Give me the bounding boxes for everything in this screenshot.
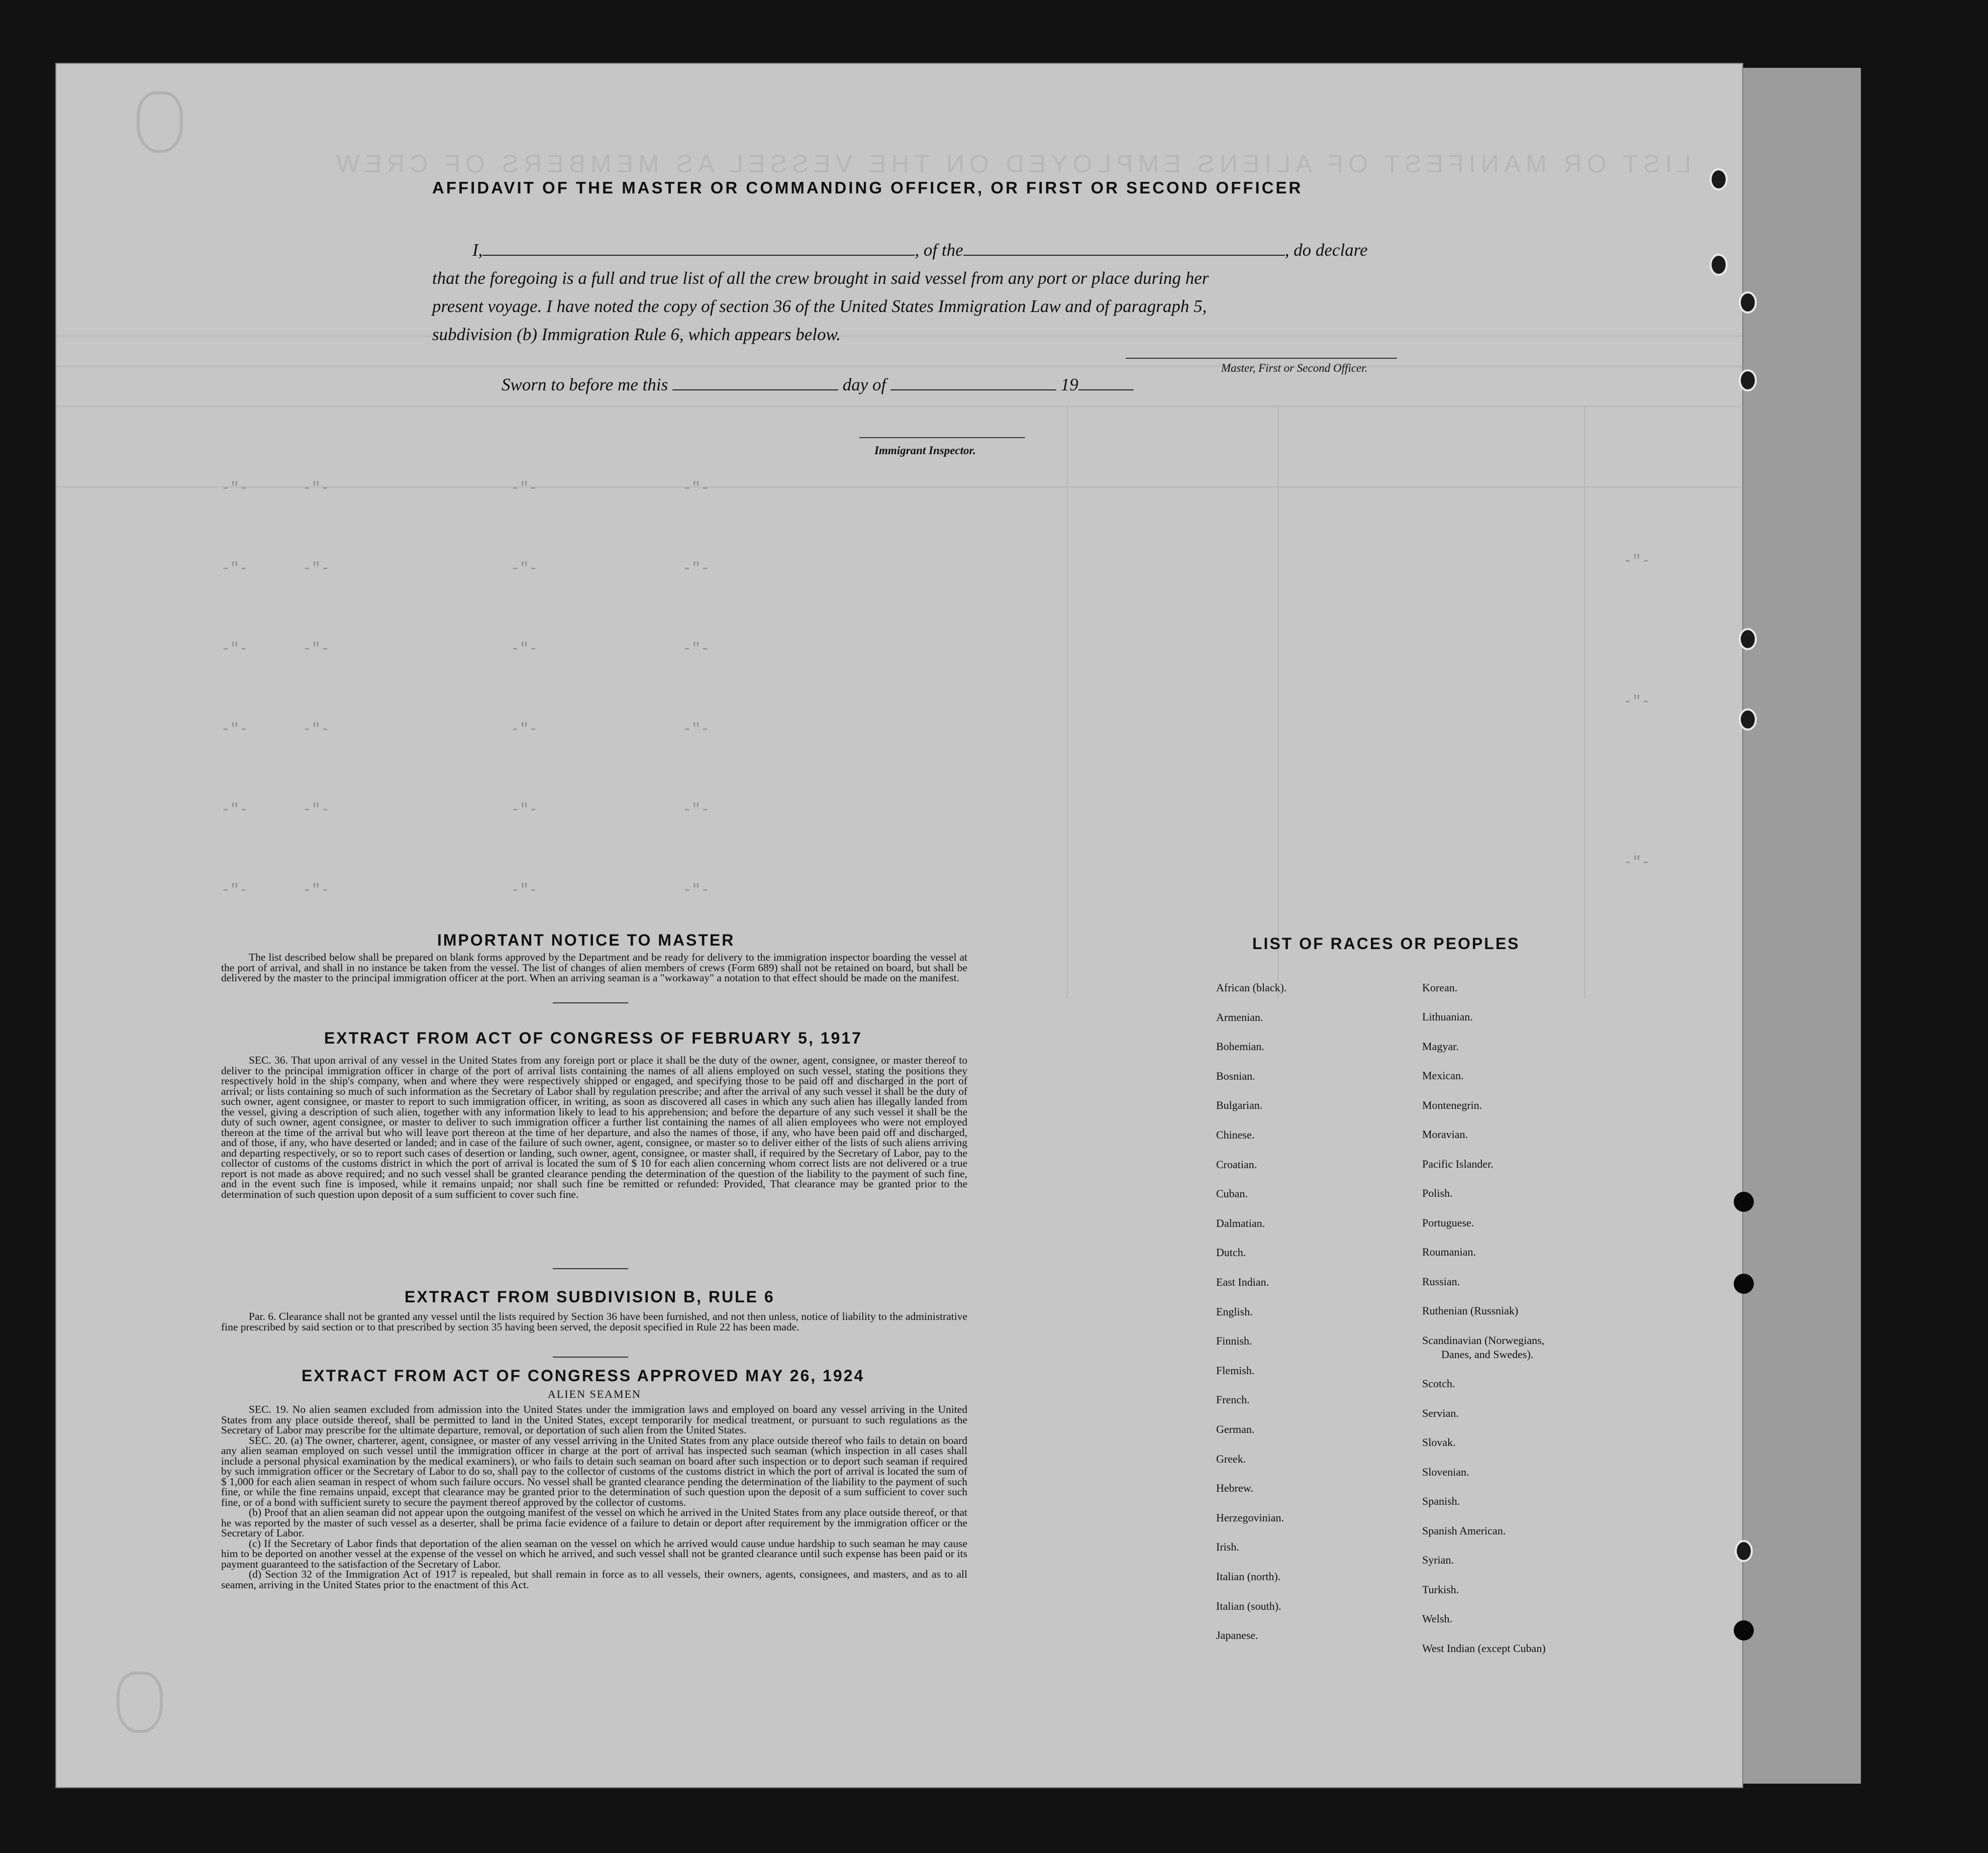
- faint-rule: [56, 365, 1742, 367]
- affidavit-title: AFFIDAVIT OF THE MASTER OR COMMANDING OFFICER, OR FIRST OR SECOND OFFICER: [432, 178, 1303, 197]
- race-item: African (black).: [1216, 981, 1287, 994]
- faint-ditto: -"- -"- -"- -"-: [221, 560, 710, 577]
- race-item: West Indian (except Cuban): [1422, 1642, 1546, 1655]
- race-item: German.: [1216, 1423, 1255, 1435]
- race-item: Japanese.: [1216, 1629, 1258, 1642]
- race-item: Irish.: [1216, 1540, 1239, 1554]
- declaration-line-1: I, , of the , do declare: [472, 236, 1387, 264]
- underlying-page-edge: [1741, 68, 1861, 1784]
- race-item: East Indian.: [1216, 1276, 1269, 1288]
- race-item: Scandinavian (Norwegians,: [1422, 1334, 1545, 1347]
- subdivision-b-text: Par. 6. Clearance shall not be granted any vessel until the lists required by Section 36 have been furnished, and not then unless, notice of liability to the administrative fine prescribed by said section or to that prescribed by section 35 having been served, the deposit specified in Rule 22 has been made.: [221, 1310, 967, 1333]
- race-item: Syrian.: [1422, 1554, 1454, 1566]
- race-item: Portuguese.: [1422, 1216, 1474, 1229]
- race-item: Russian.: [1422, 1275, 1460, 1288]
- faint-ditto: -"- -"- -"- -"-: [221, 801, 710, 818]
- race-item: Spanish American.: [1422, 1524, 1506, 1537]
- race-item: Armenian.: [1216, 1010, 1263, 1023]
- race-item: Scotch.: [1422, 1377, 1455, 1390]
- master-signature-label: Master, First or Second Officer.: [1221, 362, 1368, 374]
- race-item: English.: [1216, 1305, 1253, 1318]
- section-rule: [553, 1002, 628, 1003]
- race-item: Chinese.: [1216, 1128, 1255, 1141]
- race-item: Slovenian.: [1422, 1466, 1469, 1478]
- race-item: Italian (south).: [1216, 1599, 1281, 1612]
- race-item: Lithuanian.: [1422, 1010, 1473, 1023]
- race-item: Dalmatian.: [1216, 1216, 1265, 1229]
- race-item: Servian.: [1422, 1407, 1459, 1419]
- race-item: Montenegrin.: [1422, 1099, 1482, 1111]
- race-item: French.: [1216, 1393, 1250, 1406]
- race-item: Cuban.: [1216, 1187, 1248, 1200]
- faint-column: [1066, 405, 1068, 998]
- race-item: Slovak.: [1422, 1436, 1456, 1449]
- faint-rule: [56, 405, 1742, 407]
- inspector-signature-line[interactable]: [859, 437, 1025, 438]
- race-item: Dutch.: [1216, 1246, 1246, 1259]
- race-item: Flemish.: [1216, 1364, 1255, 1377]
- binder-hole: [1739, 708, 1757, 731]
- faint-ditto: -"- -"- -"- -"-: [221, 641, 710, 658]
- race-item: Croatian.: [1216, 1158, 1257, 1171]
- faint-stamp: [137, 91, 183, 153]
- vessel-blank[interactable]: [963, 239, 1285, 256]
- faint-stamp: [117, 1672, 163, 1733]
- notice-title: IMPORTANT NOTICE TO MASTER: [437, 931, 735, 949]
- sworn-year-blank[interactable]: [1078, 373, 1134, 390]
- punch-dot: [1734, 1192, 1754, 1212]
- race-item: Roumanian.: [1422, 1246, 1476, 1258]
- race-item: Herzegovinian.: [1216, 1511, 1284, 1524]
- binder-hole: [1739, 291, 1757, 314]
- binder-hole: [1739, 628, 1757, 650]
- punch-dot: [1734, 1274, 1754, 1294]
- faint-column: [1277, 405, 1279, 998]
- sworn-line: Sworn to before me this day of 19: [502, 373, 1134, 395]
- race-item: Polish.: [1422, 1187, 1453, 1199]
- binder-hole: [1710, 254, 1728, 276]
- sworn-day-blank[interactable]: [672, 373, 838, 390]
- race-item: Pacific Islander.: [1422, 1158, 1494, 1170]
- name-blank[interactable]: [482, 239, 915, 256]
- inspector-signature-label: Immigrant Inspector.: [874, 444, 976, 457]
- race-item: Greek.: [1216, 1452, 1246, 1465]
- race-item: Mexican.: [1422, 1069, 1464, 1082]
- section-rule: [553, 1357, 628, 1358]
- race-item: Bosnian.: [1216, 1069, 1255, 1082]
- race-item: Welsh.: [1422, 1612, 1452, 1625]
- faint-ditto: -"- -"- -"- -"-: [221, 480, 710, 497]
- race-item: Turkish.: [1422, 1583, 1459, 1596]
- alien-seamen-subtitle: ALIEN SEAMEN: [548, 1388, 641, 1400]
- binder-hole: [1735, 1540, 1753, 1562]
- faint-ditto: -"-: [1623, 854, 1651, 871]
- act-1917-title: EXTRACT FROM ACT OF CONGRESS OF FEBRUARY 5, 1917: [324, 1029, 862, 1047]
- race-item: Italian (north).: [1216, 1570, 1281, 1583]
- subdivision-b-title: EXTRACT FROM SUBDIVISION B, RULE 6: [405, 1288, 775, 1306]
- declaration: [432, 236, 1387, 349]
- race-item: Hebrew.: [1216, 1482, 1253, 1495]
- race-item: Finnish.: [1216, 1334, 1252, 1348]
- race-item: Bohemian.: [1216, 1040, 1264, 1053]
- notice-text: The list described below shall be prepared on blank forms approved by the Department and be ready for delivery to the immigration inspector boarding the vessel at the port of arrival, and shall in no instance be taken from the vessel. The list of changes of alien members of crews (Form 689) shall not be retained on board, but shall be delivered by the master to the principal immigration officer at the port. When an arriving seaman is a "workaway" a notation to that effect should be made on the manifest.: [221, 951, 967, 984]
- faint-column: [1584, 405, 1585, 998]
- faint-ditto: -"- -"- -"- -"-: [221, 721, 710, 738]
- binder-hole: [1710, 168, 1728, 190]
- section-rule: [553, 1268, 628, 1269]
- declaration-line-3: present voyage. I have noted the copy of section 36 of the United States Immigration Law and of paragraph 5,: [432, 296, 1207, 316]
- race-item: Ruthenian (Russniak): [1422, 1304, 1519, 1317]
- declaration-line-4: subdivision (b) Immigration Rule 6, which appears below.: [432, 325, 841, 344]
- faint-ditto: -"- -"- -"- -"-: [221, 882, 710, 899]
- race-item: Danes, and Swedes).: [1441, 1348, 1534, 1361]
- race-item: Spanish.: [1422, 1495, 1460, 1507]
- act-1924-text: SEC. 19. No alien seamen excluded from admission into the United States under the immigration laws and employed on board any vessel arriving in the United States from any place outside thereof, shall be permitted to land in the United States, except temporarily for medical treatment, or pursuant to such regulations as the Secretary of Labor may prescribe for the ultimate departure, removal, or deportation of such alien from the United States. SEC. 20. (a) The owner, charterer, agent, consignee, or master of any vessel arriving in the United States from any place outside thereof who fails to detain on board any alien seaman employed on such vessel until the immigration officer in charge at the port of arrival has inspected such seaman (which inspection in all cases shall include a personal physical examination by the medical examiners), or who fails to detain such seaman on board after such inspection or to deport such seaman if required by such immigration officer or the Secretary of Labor to do so, shall pay to the collector of customs of the customs district in which the port of arrival is located the sum of $ 1,000 for each alien seaman in respect of whom such failure occurs. No vessel shall be granted clearance pending the determination of the liability to the payment of such fine, or while the fine remains unpaid, except that clearance may be granted prior to the determination of such question upon the deposit of a sum sufficient to cover such fine, or of a bond with sufficient surety to secure the payment thereof approved by the collector of customs. (b) Proof that an alien seaman did not appear upon the outgoing manifest of the vessel on which he arrived in the United States from any place outside thereof, or that he was reported by the master of such vessel as a deserter, shall be prima facie evidence of a failure to detain or deport after requirement by the immigration officer or the Secretary of Labor. (c) If the Secretary of Labor finds that deportation of the alien seaman on the vessel on which he arrived would cause undue hardship to such seaman he may cause him to be deported on another vessel at the expense of the vessel on which he arrived, and such vessel shall not be granted clearance until such expense has been paid or its payment guaranteed to the satisfaction of the Secretary of Labor. (d) Section 32 of the Immigration Act of 1917 is repealed, but shall remain in force as to all vessels, their owners, agents, consignees, and masters, and as to all seamen, arriving in the United States prior to the enactment of this Act.: [221, 1403, 967, 1591]
- act-1917-text: SEC. 36. That upon arrival of any vessel in the United States from any foreign port or place it shall be the duty of the owner, agent, consignee, or master thereof to deliver to the principal immigration officer in charge of the port of arrival lists containing the names of all aliens employed on such vessel, stating the positions they respectively hold in the ship's company, when and where they were respectively shipped or engaged, and specifying those to be paid off and discharged in the port of arrival; or lists containing so much of such information as the Secretary of Labor shall by regulation prescribe; and after the arrival of any such vessel it shall be the duty of such owner, agent consignee, or master to report to such immigration officer, in writing, as soon as discovered all cases in which any such alien has illegally landed from the vessel, giving a description of such alien, together with any information likely to lead to his apprehension; and before the departure of any such vessel it shall be the duty of such owner, agent consignee, or master to deliver to such immigration officer a further list containing the names of all alien employees who were not employed thereon at the time of the arrival but who will leave port thereon at the time of her departure, and also the names of those, if any, who have been paid off and discharged, and of those, if any, who have deserted or landed; and in case of the failure of such owner, agent, consignee, or master so to deliver either of the lists of such aliens arriving and departing respectively, or so to report such cases of desertion or landing, such owner, agent, consignee, or master shall, if required by the Secretary of Labor, pay to the collector of customs of the customs district in which the port of arrival is located the sum of $ 10 for each alien concerning whom correct lists are not delivered or a true report is not made as above required; and no such vessel shall be granted clearance pending the determination of the question of the liability to the payment of such fine, and in the event such fine is imposed, while it remains unpaid; nor shall such fine be remitted or refunded: Provided, That clearance may be granted prior to the determination of such question upon deposit of a sum sufficient to cover such fine.: [221, 1054, 967, 1200]
- faint-ditto: -"-: [1623, 553, 1651, 570]
- punch-dot: [1734, 1620, 1754, 1640]
- races-title: LIST OF RACES OR PEOPLES: [1252, 935, 1520, 953]
- show-through-heading: LIST OR MANIFEST OF ALIENS EMPLOYED ON THE VESSEL AS MEMBERS OF CREW: [331, 150, 1692, 178]
- race-item: Moravian.: [1422, 1128, 1468, 1141]
- binder-hole: [1739, 369, 1757, 391]
- race-item: Bulgarian.: [1216, 1099, 1263, 1112]
- race-item: Magyar.: [1422, 1040, 1459, 1053]
- sworn-month-blank[interactable]: [890, 373, 1056, 390]
- race-item: Korean.: [1422, 981, 1458, 994]
- master-signature-line[interactable]: [1126, 358, 1397, 359]
- act-1924-title: EXTRACT FROM ACT OF CONGRESS APPROVED MAY 26, 1924: [302, 1367, 865, 1385]
- declaration-line-2: that the foregoing is a full and true list of all the crew brought in said vessel from any port or place during her: [432, 268, 1209, 288]
- faint-ditto: -"-: [1623, 693, 1651, 710]
